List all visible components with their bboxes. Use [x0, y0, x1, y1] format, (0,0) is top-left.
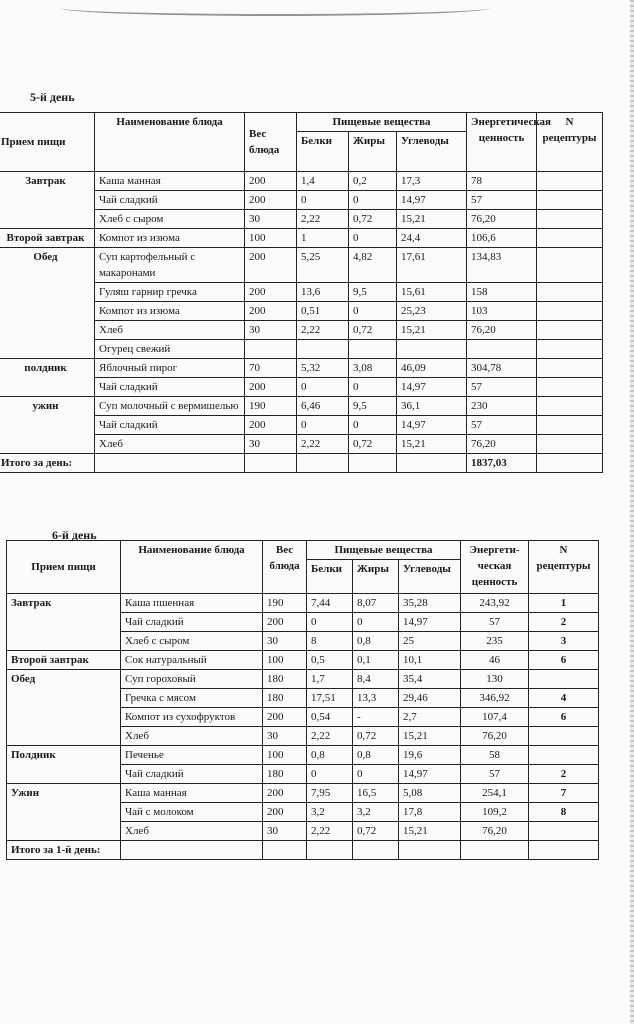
energy-cell: 235: [461, 632, 529, 651]
dish-cell: Каша манная: [121, 784, 263, 803]
day6-menu-table: [6, 540, 599, 860]
dish-cell: Суп картофельный с макаронами: [95, 248, 245, 283]
col-fat: Жиры: [349, 132, 397, 172]
recipe-cell: [529, 746, 599, 765]
carbs-cell: 15,21: [399, 727, 461, 746]
total-row: [7, 841, 599, 860]
carbs-cell: 15,21: [397, 210, 467, 229]
fat-cell: 0: [353, 613, 399, 632]
energy-cell: 106,6: [467, 229, 537, 248]
recipe-cell: [537, 378, 603, 397]
col-protein: Белки: [297, 132, 349, 172]
recipe-cell: 2: [529, 613, 599, 632]
fat-cell: 0: [349, 229, 397, 248]
dish-cell: Хлеб: [95, 435, 245, 454]
recipe-cell: [537, 172, 603, 191]
energy-cell: 304,78: [467, 359, 537, 378]
energy-cell: 346,92: [461, 689, 529, 708]
energy-cell: 76,20: [467, 321, 537, 340]
protein-cell: 0: [307, 765, 353, 784]
fat-cell: 3,08: [349, 359, 397, 378]
energy-cell: 243,92: [461, 594, 529, 613]
table-row: [7, 670, 599, 689]
energy-cell: 46: [461, 651, 529, 670]
fat-cell: 0,8: [353, 746, 399, 765]
total-label: Итого за 1-й день:: [7, 841, 121, 860]
dish-cell: Гречка с мясом: [121, 689, 263, 708]
weight-cell: 200: [263, 708, 307, 727]
dish-cell: Хлеб: [121, 727, 263, 746]
table-row: [7, 651, 599, 670]
fat-cell: 8,07: [353, 594, 399, 613]
fat-cell: 0,72: [349, 435, 397, 454]
carbs-cell: 19,6: [399, 746, 461, 765]
protein-cell: [297, 340, 349, 359]
energy-cell: 76,20: [461, 727, 529, 746]
total-label: Итого за день:: [0, 454, 95, 473]
dish-cell: Чай сладкий: [95, 191, 245, 210]
carbs-cell: 25: [399, 632, 461, 651]
carbs-cell: 5,08: [399, 784, 461, 803]
recipe-cell: 1: [529, 594, 599, 613]
dish-cell: Яблочный пирог: [95, 359, 245, 378]
recipe-cell: 4: [529, 689, 599, 708]
table-row: [7, 784, 599, 803]
carbs-cell: 35,4: [399, 670, 461, 689]
col-fat: Жиры: [353, 560, 399, 594]
fat-cell: 9,5: [349, 283, 397, 302]
protein-cell: 0,51: [297, 302, 349, 321]
recipe-cell: [529, 822, 599, 841]
protein-cell: 2,22: [297, 435, 349, 454]
dish-cell: Компот из изюма: [95, 302, 245, 321]
weight-cell: 30: [245, 210, 297, 229]
recipe-cell: [537, 416, 603, 435]
carbs-cell: 25,23: [397, 302, 467, 321]
weight-cell: 190: [245, 397, 297, 416]
protein-cell: 5,32: [297, 359, 349, 378]
recipe-cell: [537, 191, 603, 210]
fat-cell: 0,72: [353, 727, 399, 746]
empty-cell: [95, 454, 245, 473]
total-energy: 1837,03: [467, 454, 537, 473]
recipe-cell: 6: [529, 708, 599, 727]
protein-cell: 0,54: [307, 708, 353, 727]
fat-cell: 0: [349, 191, 397, 210]
weight-cell: 180: [263, 765, 307, 784]
weight-cell: 30: [263, 822, 307, 841]
page-fold-edge: [60, 0, 490, 16]
dish-cell: Хлеб: [95, 321, 245, 340]
energy-cell: 78: [467, 172, 537, 191]
empty-cell: [353, 841, 399, 860]
dish-cell: Компот из изюма: [95, 229, 245, 248]
carbs-cell: [397, 340, 467, 359]
carbs-cell: 15,21: [397, 321, 467, 340]
weight-cell: 100: [263, 651, 307, 670]
weight-cell: 70: [245, 359, 297, 378]
protein-cell: 2,22: [307, 727, 353, 746]
energy-cell: 57: [467, 416, 537, 435]
protein-cell: 2,22: [307, 822, 353, 841]
weight-cell: 190: [263, 594, 307, 613]
meal-cell: Второй завтрак: [7, 651, 121, 670]
energy-cell: 103: [467, 302, 537, 321]
energy-cell: 254,1: [461, 784, 529, 803]
recipe-cell: [529, 727, 599, 746]
empty-cell: [263, 841, 307, 860]
col-recipe: N рецептуры: [529, 541, 599, 594]
protein-cell: 0: [297, 378, 349, 397]
carbs-cell: 14,97: [397, 378, 467, 397]
dish-cell: Суп гороховый: [121, 670, 263, 689]
header-row: [7, 541, 599, 560]
header-row: [0, 113, 603, 132]
col-meal: Прием пищи: [7, 541, 121, 594]
fat-cell: 0: [349, 416, 397, 435]
protein-cell: 8: [307, 632, 353, 651]
energy-cell: 57: [461, 613, 529, 632]
table-row: [0, 172, 603, 191]
fat-cell: 0: [353, 765, 399, 784]
recipe-cell: [537, 359, 603, 378]
col-dish: Наименование блюда: [95, 113, 245, 172]
fat-cell: 0,72: [353, 822, 399, 841]
carbs-cell: 15,21: [397, 435, 467, 454]
fat-cell: 0,72: [349, 321, 397, 340]
fat-cell: 8,4: [353, 670, 399, 689]
recipe-cell: [537, 340, 603, 359]
carbs-cell: 36,1: [397, 397, 467, 416]
empty-cell: [529, 841, 599, 860]
carbs-cell: 17,8: [399, 803, 461, 822]
fat-cell: -: [353, 708, 399, 727]
table-row: [0, 229, 603, 248]
protein-cell: 1,7: [307, 670, 353, 689]
dish-cell: Хлеб с сыром: [95, 210, 245, 229]
dish-cell: Чай сладкий: [121, 765, 263, 784]
carbs-cell: 24,4: [397, 229, 467, 248]
recipe-cell: [537, 435, 603, 454]
weight-cell: 30: [263, 632, 307, 651]
protein-cell: 0: [297, 416, 349, 435]
protein-cell: 7,44: [307, 594, 353, 613]
dish-cell: Огурец свежий: [95, 340, 245, 359]
carbs-cell: 17,3: [397, 172, 467, 191]
col-nutrients: Пищевые вещества: [307, 541, 461, 560]
col-nutrients: Пищевые вещества: [297, 113, 467, 132]
dish-cell: Чай сладкий: [95, 378, 245, 397]
total-row: [0, 454, 603, 473]
fat-cell: 0: [349, 302, 397, 321]
empty-cell: [245, 454, 297, 473]
dish-cell: Чай сладкий: [121, 613, 263, 632]
energy-cell: 57: [461, 765, 529, 784]
empty-cell: [399, 841, 461, 860]
protein-cell: 13,6: [297, 283, 349, 302]
empty-cell: [307, 841, 353, 860]
weight-cell: 180: [263, 670, 307, 689]
carbs-cell: 14,97: [399, 765, 461, 784]
energy-cell: 76,20: [467, 210, 537, 229]
table-row: [7, 594, 599, 613]
col-protein: Белки: [307, 560, 353, 594]
recipe-cell: [537, 302, 603, 321]
weight-cell: 200: [245, 191, 297, 210]
recipe-cell: [537, 248, 603, 283]
carbs-cell: 46,09: [397, 359, 467, 378]
table-row: [0, 359, 603, 378]
protein-cell: 2,22: [297, 321, 349, 340]
recipe-cell: [537, 321, 603, 340]
meal-cell: Ужин: [7, 784, 121, 841]
fat-cell: 0: [349, 378, 397, 397]
protein-cell: 7,95: [307, 784, 353, 803]
day6-title: 6-й день: [52, 528, 97, 542]
col-carbs: Углеводы: [399, 560, 461, 594]
col-energy: Энергетическая ценность: [467, 113, 537, 172]
weight-cell: 30: [245, 321, 297, 340]
table-row: [7, 746, 599, 765]
protein-cell: 1: [297, 229, 349, 248]
energy-cell: 58: [461, 746, 529, 765]
energy-cell: 109,2: [461, 803, 529, 822]
dish-cell: Сок натуральный: [121, 651, 263, 670]
energy-cell: 57: [467, 191, 537, 210]
meal-cell: Завтрак: [0, 172, 95, 229]
day5-menu-table: [0, 112, 603, 473]
table-row: [0, 397, 603, 416]
energy-cell: 230: [467, 397, 537, 416]
dish-cell: Хлеб: [121, 822, 263, 841]
protein-cell: 0: [297, 191, 349, 210]
fat-cell: 4,82: [349, 248, 397, 283]
energy-cell: 130: [461, 670, 529, 689]
carbs-cell: 29,46: [399, 689, 461, 708]
fat-cell: 0,1: [353, 651, 399, 670]
meal-cell: ужин: [0, 397, 95, 454]
meal-cell: Полдник: [7, 746, 121, 784]
protein-cell: 5,25: [297, 248, 349, 283]
empty-cell: [297, 454, 349, 473]
carbs-cell: 15,61: [397, 283, 467, 302]
weight-cell: 180: [263, 689, 307, 708]
recipe-cell: [537, 210, 603, 229]
col-weight: Вес блюда: [245, 113, 297, 172]
weight-cell: 200: [245, 172, 297, 191]
weight-cell: 200: [263, 613, 307, 632]
recipe-cell: 3: [529, 632, 599, 651]
recipe-cell: 8: [529, 803, 599, 822]
protein-cell: 0: [307, 613, 353, 632]
weight-cell: 30: [263, 727, 307, 746]
table-row: [0, 248, 603, 283]
total-energy: [461, 841, 529, 860]
energy-cell: 57: [467, 378, 537, 397]
protein-cell: 3,2: [307, 803, 353, 822]
recipe-cell: 7: [529, 784, 599, 803]
page-right-edge: [630, 0, 634, 1024]
dish-cell: Хлеб с сыром: [121, 632, 263, 651]
energy-cell: 134,83: [467, 248, 537, 283]
recipe-cell: [537, 229, 603, 248]
dish-cell: Каша манная: [95, 172, 245, 191]
empty-cell: [397, 454, 467, 473]
fat-cell: 0,72: [349, 210, 397, 229]
protein-cell: 17,51: [307, 689, 353, 708]
carbs-cell: 15,21: [399, 822, 461, 841]
dish-cell: Печенье: [121, 746, 263, 765]
dish-cell: Гуляш гарнир гречка: [95, 283, 245, 302]
weight-cell: [245, 340, 297, 359]
energy-cell: 107,4: [461, 708, 529, 727]
weight-cell: 200: [263, 784, 307, 803]
col-carbs: Углеводы: [397, 132, 467, 172]
weight-cell: 30: [245, 435, 297, 454]
fat-cell: 0,2: [349, 172, 397, 191]
fat-cell: 13,3: [353, 689, 399, 708]
energy-cell: 158: [467, 283, 537, 302]
dish-cell: Каша пшенная: [121, 594, 263, 613]
carbs-cell: 35,28: [399, 594, 461, 613]
col-meal: Прием пищи: [0, 113, 95, 172]
protein-cell: 2,22: [297, 210, 349, 229]
meal-cell: Обед: [7, 670, 121, 746]
protein-cell: 0,8: [307, 746, 353, 765]
weight-cell: 200: [245, 378, 297, 397]
fat-cell: 0,8: [353, 632, 399, 651]
fat-cell: 9,5: [349, 397, 397, 416]
empty-cell: [349, 454, 397, 473]
col-energy: Энергети-ческая ценность: [461, 541, 529, 594]
weight-cell: 200: [245, 302, 297, 321]
fat-cell: 3,2: [353, 803, 399, 822]
energy-cell: 76,20: [467, 435, 537, 454]
col-dish: Наименование блюда: [121, 541, 263, 594]
carbs-cell: 17,61: [397, 248, 467, 283]
meal-cell: Второй завтрак: [0, 229, 95, 248]
empty-cell: [121, 841, 263, 860]
recipe-cell: 2: [529, 765, 599, 784]
dish-cell: Чай сладкий: [95, 416, 245, 435]
weight-cell: 100: [245, 229, 297, 248]
protein-cell: 0,5: [307, 651, 353, 670]
weight-cell: 200: [245, 416, 297, 435]
empty-cell: [537, 454, 603, 473]
dish-cell: Суп молочный с вермишелью: [95, 397, 245, 416]
meal-cell: Завтрак: [7, 594, 121, 651]
meal-cell: Обед: [0, 248, 95, 359]
weight-cell: 200: [263, 803, 307, 822]
dish-cell: Чай с молоком: [121, 803, 263, 822]
protein-cell: 6,46: [297, 397, 349, 416]
col-weight: Вес блюда: [263, 541, 307, 594]
carbs-cell: 14,97: [399, 613, 461, 632]
weight-cell: 200: [245, 248, 297, 283]
carbs-cell: 10,1: [399, 651, 461, 670]
recipe-cell: [537, 397, 603, 416]
recipe-cell: 6: [529, 651, 599, 670]
meal-cell: полдник: [0, 359, 95, 397]
dish-cell: Компот из сухофруктов: [121, 708, 263, 727]
fat-cell: [349, 340, 397, 359]
weight-cell: 100: [263, 746, 307, 765]
carbs-cell: 14,97: [397, 416, 467, 435]
recipe-cell: [537, 283, 603, 302]
energy-cell: 76,20: [461, 822, 529, 841]
recipe-cell: [529, 670, 599, 689]
day5-title: 5-й день: [30, 90, 75, 104]
fat-cell: 16,5: [353, 784, 399, 803]
col-recipe: N рецептуры: [537, 113, 603, 172]
carbs-cell: 2,7: [399, 708, 461, 727]
protein-cell: 1,4: [297, 172, 349, 191]
energy-cell: [467, 340, 537, 359]
carbs-cell: 14,97: [397, 191, 467, 210]
weight-cell: 200: [245, 283, 297, 302]
